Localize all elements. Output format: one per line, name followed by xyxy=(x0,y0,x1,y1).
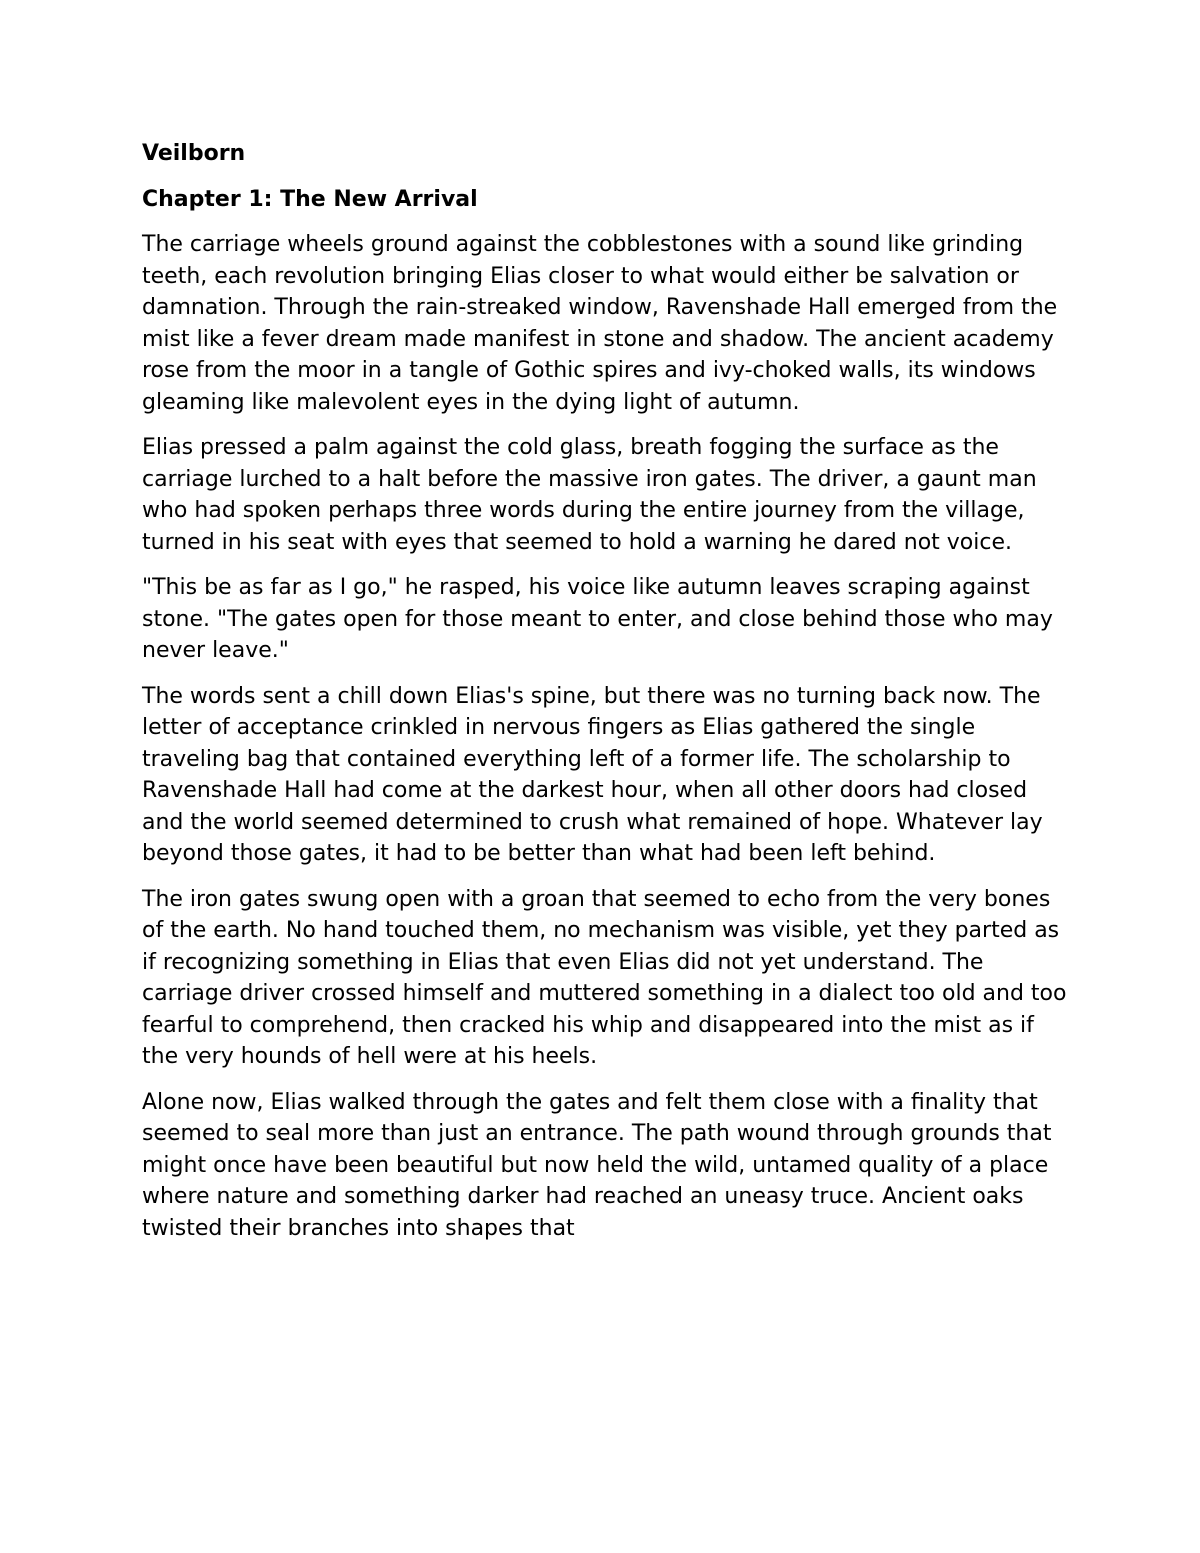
paragraph: Alone now, Elias walked through the gates and felt them close with a finality that seemed to seal more than just an entrance. The path wound through grounds that might once have been beautiful but now held the wild, untamed quality of a place where nature and something darker had reached an uneasy truce. Ancient oaks twisted their branches into shapes that xyxy=(142,1089,1052,1241)
chapter-heading: Chapter 1: The New Arrival xyxy=(142,186,478,212)
paragraph: Elias pressed a palm against the cold glass, breath fogging the surface as the carriage lurched to a halt before the massive iron gates. The driver, a gaunt man who had spoken perhaps three words during the entire journey from the village, turned in his seat with eyes that seemed to hold a warning he dared not voice. xyxy=(142,435,1037,555)
paragraph: "This be as far as I go," he rasped, his voice like autumn leaves scraping against stone. "The gates open for those meant to enter, and close behind those who may never leave." xyxy=(142,575,1053,663)
paragraph: The iron gates swung open with a groan that seemed to echo from the very bones of the earth. No hand touched them, no mechanism was visible, yet they parted as if recognizing something in Elias that even Elias did not yet understand. The carriage driver crossed himself and muttered something in a dialect too old and too fearful to comprehend, then cracked his whip and disappeared into the mist as if the very hounds of hell were at his heels. xyxy=(142,886,1067,1069)
paragraph: The carriage wheels ground against the cobblestones with a sound like grinding teeth, each revolution bringing Elias closer to what would either be salvation or damnation. Through the rain-streaked window, Ravenshade Hall emerged from the mist like a fever dream made manifest in stone and shadow. The ancient academy rose from the moor in a tangle of Gothic spires and ivy-choked walls, its windows gleaming like malevolent eyes in the dying light of autumn. xyxy=(142,232,1058,415)
document-title: Veilborn xyxy=(142,141,246,166)
document-body xyxy=(142,138,1072,1258)
paragraph: The words sent a chill down Elias's spine, but there was no turning back now. The letter of acceptance crinkled in nervous fingers as Elias gathered the single traveling bag that contained everything left of a former life. The scholarship to Ravenshade Hall had come at the darkest hour, when all other doors had closed and the world seemed determined to crush what remained of hope. Whatever lay beyond those gates, it had to be better than what had been left behind. xyxy=(142,683,1043,866)
